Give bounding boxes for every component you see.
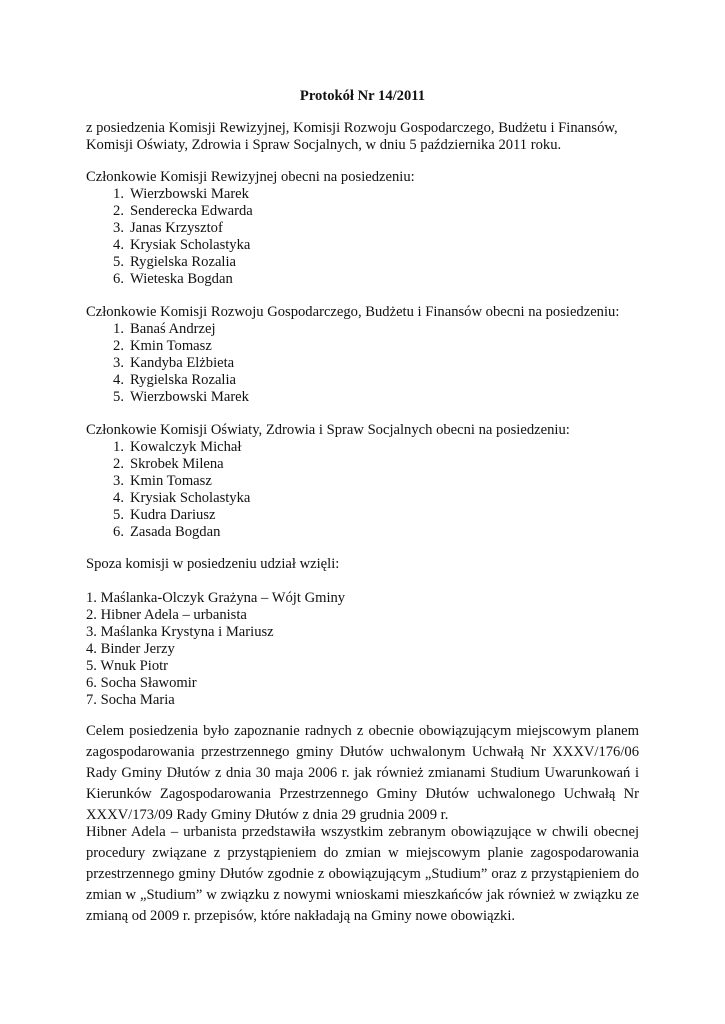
committee-section-audit <box>86 169 639 288</box>
list-item <box>86 220 639 237</box>
committee-section-education <box>86 422 639 541</box>
list-item <box>86 254 639 271</box>
intro-line: z posiedzenia Komisji Rewizyjnej, Komisji Rozwoju Gospodarczego, Budżetu i Finansów, <box>86 120 618 136</box>
paragraph-line: Kierunków Zagospodarowania Przestrzennego Gminy Dłutów uchwalonego Uchwałą Nr <box>86 786 639 802</box>
item-number: 4. <box>113 490 124 506</box>
member-name: Wieteska Bogdan <box>130 271 233 287</box>
member-list <box>86 439 639 541</box>
list-item: 7. Socha Maria <box>86 692 175 708</box>
member-list <box>86 186 639 288</box>
purpose-paragraph <box>86 723 639 828</box>
list-item <box>86 507 639 524</box>
list-item <box>86 372 639 389</box>
list-item: 5. Wnuk Piotr <box>86 658 169 674</box>
member-name: Kandyba Elżbieta <box>130 355 235 371</box>
item-number: 1. <box>113 439 124 455</box>
list-item <box>86 524 639 541</box>
paragraph-line: przestrzennego gminy Dłutów zgodnie z obowiązującym „Studium” oraz z przystąpieniem do <box>86 866 639 882</box>
guest-list <box>86 590 639 709</box>
list-item <box>86 389 639 406</box>
presentation-paragraph <box>86 824 639 929</box>
item-number: 6. <box>113 524 124 540</box>
paragraph-line: Celem posiedzenia było zapoznanie radnych z obecnie obowiązującym miejscowym planem <box>86 723 639 739</box>
guests-block <box>86 590 639 709</box>
member-name: Rygielska Rozalia <box>130 254 237 270</box>
item-number: 5. <box>113 507 124 523</box>
member-name: Krysiak Scholastyka <box>130 237 251 253</box>
list-item <box>86 321 639 338</box>
member-name: Skrobek Milena <box>130 456 224 472</box>
member-name: Zasada Bogdan <box>130 524 221 540</box>
list-item: 3. Maślanka Krystyna i Mariusz <box>86 624 274 640</box>
guests-heading: Spoza komisji w posiedzeniu udział wzięli: <box>86 556 340 572</box>
member-name: Banaś Andrzej <box>130 321 216 337</box>
member-name: Kmin Tomasz <box>130 338 212 354</box>
item-number: 2. <box>113 456 124 472</box>
paragraph-line: Rady Gminy Dłutów z dnia 30 maja 2006 r. jak również zmianami Studium Uwarunkowań i <box>86 765 639 781</box>
member-name: Wierzbowski Marek <box>130 389 249 405</box>
list-item <box>86 271 639 288</box>
intro-paragraph <box>86 120 639 154</box>
item-number: 2. <box>113 338 124 354</box>
member-name: Janas Krzysztof <box>130 220 223 236</box>
section-heading: Członkowie Komisji Rewizyjnej obecni na posiedzeniu: <box>86 169 415 185</box>
list-item <box>86 186 639 203</box>
paragraph-line: XXXV/173/09 Rady Gminy Dłutów z dnia 29 grudnia 2009 r. <box>86 807 449 823</box>
member-name: Kmin Tomasz <box>130 473 212 489</box>
member-name: Senderecka Edwarda <box>130 203 253 219</box>
list-item: 1. Maślanka-Olczyk Grażyna – Wójt Gminy <box>86 590 346 606</box>
item-number: 3. <box>113 473 124 489</box>
section-heading: Członkowie Komisji Oświaty, Zdrowia i Spraw Socjalnych obecni na posiedzeniu: <box>86 422 570 438</box>
section-heading: Członkowie Komisji Rozwoju Gospodarczego, Budżetu i Finansów obecni na posiedzeniu: <box>86 304 620 320</box>
paragraph-line: Hibner Adela – urbanista przedstawiła wszystkim zebranym obowiązujące w chwili obecnej <box>86 824 639 840</box>
item-number: 3. <box>113 220 124 236</box>
document-title: Protokół Nr 14/2011 <box>299 88 426 104</box>
intro-line: Komisji Oświaty, Zdrowia i Spraw Socjalnych, w dniu 5 października 2011 roku. <box>86 137 562 153</box>
list-item <box>86 237 639 254</box>
list-item: 4. Binder Jerzy <box>86 641 175 657</box>
paragraph-line: zmian w „Studium” w związku z nowymi wnioskami mieszkańców jak również w związku ze <box>86 887 639 903</box>
paragraph-line: zmianą od 2009 r. przepisów, które nakładają na Gminy nowe obowiązki. <box>86 908 516 924</box>
item-number: 1. <box>113 321 124 337</box>
list-item <box>86 473 639 490</box>
guests-heading-block <box>86 556 639 573</box>
paragraph-line: procedury związane z przystąpieniem do zmian w miejscowym planie zagospodarowania <box>86 845 639 861</box>
item-number: 4. <box>113 372 124 388</box>
paragraph-line: zagospodarowania przestrzennego gminy Dłutów uchwalonym Uchwałą Nr XXXV/176/06 <box>86 744 639 760</box>
item-number: 4. <box>113 237 124 253</box>
member-list <box>86 321 639 406</box>
item-number: 5. <box>113 254 124 270</box>
item-number: 1. <box>113 186 124 202</box>
list-item: 6. Socha Sławomir <box>86 675 197 691</box>
member-name: Kudra Dariusz <box>130 507 216 523</box>
member-name: Kowalczyk Michał <box>130 439 242 455</box>
item-number: 5. <box>113 389 124 405</box>
list-item <box>86 439 639 456</box>
item-number: 6. <box>113 271 124 287</box>
list-item <box>86 338 639 355</box>
list-item <box>86 355 639 372</box>
list-item <box>86 203 639 220</box>
list-item <box>86 456 639 473</box>
committee-section-economy <box>86 304 639 406</box>
member-name: Wierzbowski Marek <box>130 186 249 202</box>
member-name: Krysiak Scholastyka <box>130 490 251 506</box>
list-item <box>86 490 639 507</box>
item-number: 2. <box>113 203 124 219</box>
item-number: 3. <box>113 355 124 371</box>
member-name: Rygielska Rozalia <box>130 372 237 388</box>
list-item: 2. Hibner Adela – urbanista <box>86 607 247 623</box>
